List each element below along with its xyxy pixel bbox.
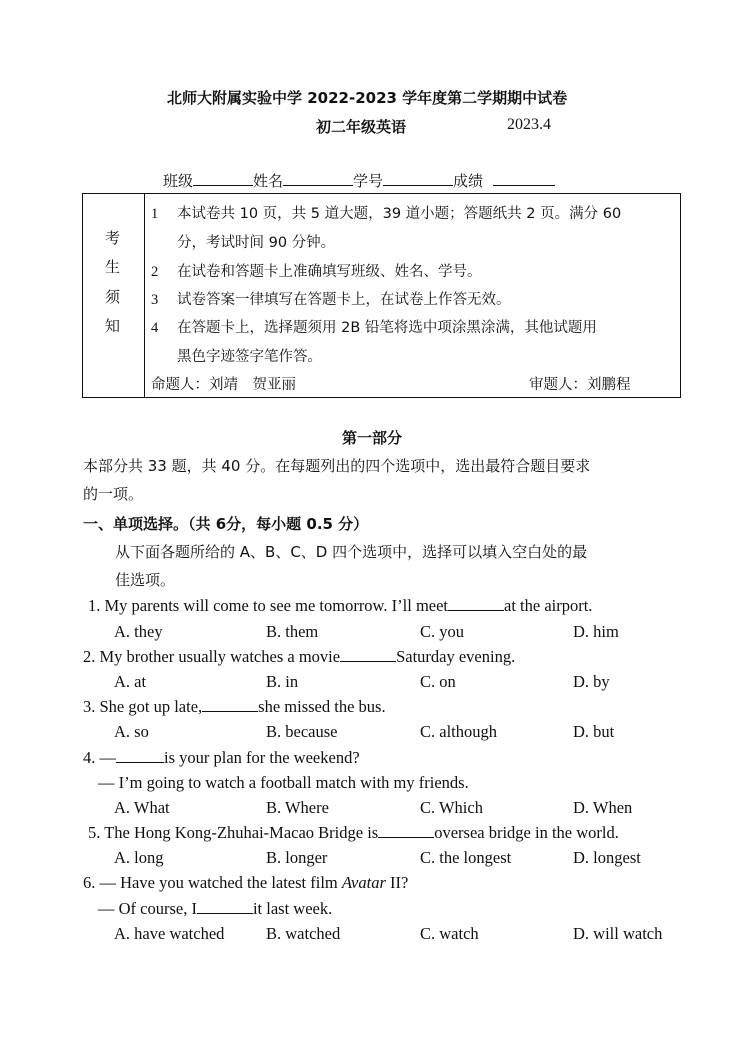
option-b[interactable]: B. them (266, 622, 319, 641)
part-heading: 第一部分 (342, 429, 403, 447)
option-c[interactable]: C. although (420, 722, 497, 741)
notice-side-char: 生 (105, 258, 121, 276)
question-text: 6. — Have you watched the latest film (83, 873, 342, 892)
id-label: 学号 (353, 172, 384, 190)
question-text: it last week. (252, 899, 333, 918)
question-reviewer: 审题人：刘鹏程 (529, 377, 631, 393)
option-c[interactable]: C. on (420, 672, 456, 691)
option-a[interactable]: A. at (114, 672, 147, 691)
section-directions-cont: 佳选项。 (115, 571, 176, 589)
section-directions: 从下面各题所给的 A、B、C、D 四个选项中，选择可以填入空白处的最 (115, 543, 588, 561)
question-text: — Of course, I (98, 899, 197, 918)
option-a[interactable]: A. What (114, 798, 170, 817)
notice-side-char: 知 (105, 317, 121, 335)
notice-item-num: 2 (151, 264, 159, 280)
class-label: 班级 (163, 172, 194, 190)
notice-divider (144, 194, 145, 397)
option-b[interactable]: B. because (266, 722, 338, 741)
question-4-reply: — I’m going to watch a football match with my friends. (98, 773, 469, 792)
question-text: 1. My parents will come to see me tomorrow. I’ll meet (88, 596, 449, 615)
score-blank[interactable] (493, 171, 555, 186)
question-3 (83, 697, 386, 717)
exam-title: 北师大附属实验中学 2022-2023 学年度第二学期期中试卷 (167, 89, 568, 107)
exam-date: 2023.4 (507, 116, 551, 133)
option-d[interactable]: D. but (573, 722, 615, 741)
name-blank[interactable] (283, 171, 353, 186)
notice-box (82, 193, 681, 398)
question-setter: 命题人：刘靖 贺亚丽 (151, 377, 296, 393)
question-text: Saturday evening. (396, 647, 516, 666)
option-b[interactable]: B. longer (266, 848, 328, 867)
notice-item-num: 1 (151, 206, 159, 222)
question-text: 5. The Hong Kong-Zhuhai-Macao Bridge is (88, 823, 379, 842)
option-c[interactable]: C. watch (420, 924, 479, 943)
option-d[interactable]: D. by (573, 672, 610, 691)
film-title: Avatar (341, 873, 386, 892)
notice-item-text: 在试卷和答题卡上准确填写班级、姓名、学号。 (177, 264, 482, 280)
section-title: 一、单项选择。（共 6分，每小题 0.5 分） (83, 515, 369, 533)
question-text: II? (385, 873, 409, 892)
question-text: 2. My brother usually watches a movie (83, 647, 341, 666)
part-intro-cont: 的一项。 (83, 485, 144, 503)
notice-item (151, 316, 597, 337)
option-d[interactable]: D. When (573, 798, 633, 817)
option-a[interactable]: A. have watched (114, 924, 225, 943)
notice-side-char: 须 (105, 288, 121, 306)
name-label: 姓名 (253, 172, 284, 190)
question-text: she missed the bus. (258, 697, 386, 716)
option-b[interactable]: B. Where (266, 798, 329, 817)
question-5 (88, 823, 619, 843)
question-6-reply (98, 899, 332, 919)
question-1 (88, 596, 592, 616)
student-info-line (163, 170, 555, 191)
class-blank[interactable] (193, 171, 253, 186)
option-c[interactable]: C. you (420, 622, 465, 641)
score-label: 成绩 (453, 172, 484, 190)
question-4 (83, 748, 360, 768)
notice-item-text: 在答题卡上，选择题须用 2B 铅笔将选中项涂黑涂满，其他试题用 (177, 320, 597, 336)
id-blank[interactable] (383, 171, 453, 186)
question-text: at the airport. (504, 596, 593, 615)
answer-blank[interactable] (202, 698, 258, 712)
answer-blank[interactable] (340, 648, 396, 662)
notice-item-text: 本试卷共 10 页，共 5 道大题，39 道小题；答题纸共 2 页。满分 60 (177, 206, 622, 222)
answer-blank[interactable] (197, 900, 253, 914)
question-6 (83, 873, 408, 893)
notice-side-char: 考 (105, 229, 121, 247)
option-c[interactable]: C. Which (420, 798, 483, 817)
notice-item-text: 试卷答案一律填写在答题卡上，在试卷上作答无效。 (177, 292, 511, 308)
question-text: 3. She got up late, (83, 697, 203, 716)
answer-blank[interactable] (378, 824, 434, 838)
answer-blank[interactable] (116, 749, 164, 763)
exam-subtitle: 初二年级英语 (316, 118, 407, 136)
notice-item-num: 4 (151, 320, 159, 336)
option-a[interactable]: A. long (114, 848, 164, 867)
part-intro: 本部分共 33 题，共 40 分。在每题列出的四个选项中，选出最符合题目要求 (83, 457, 591, 475)
option-d[interactable]: D. will watch (573, 924, 663, 943)
option-d[interactable]: D. longest (573, 848, 641, 867)
question-2 (83, 647, 515, 667)
notice-item (151, 202, 621, 223)
answer-blank[interactable] (448, 597, 504, 611)
notice-item (151, 260, 482, 281)
notice-item-cont: 黑色字迹签字笔作答。 (177, 349, 322, 365)
option-c[interactable]: C. the longest (420, 848, 512, 867)
question-text: is your plan for the weekend? (164, 748, 360, 767)
option-b[interactable]: B. watched (266, 924, 341, 943)
option-a[interactable]: A. so (114, 722, 149, 741)
option-a[interactable]: A. they (114, 622, 163, 641)
notice-item-cont: 分，考试时间 90 分钟。 (177, 235, 336, 251)
notice-item (151, 288, 511, 309)
notice-item-num: 3 (151, 292, 159, 308)
question-text: 4. — (83, 748, 116, 767)
option-b[interactable]: B. in (266, 672, 299, 691)
option-d[interactable]: D. him (573, 622, 619, 641)
question-text: oversea bridge in the world. (434, 823, 619, 842)
